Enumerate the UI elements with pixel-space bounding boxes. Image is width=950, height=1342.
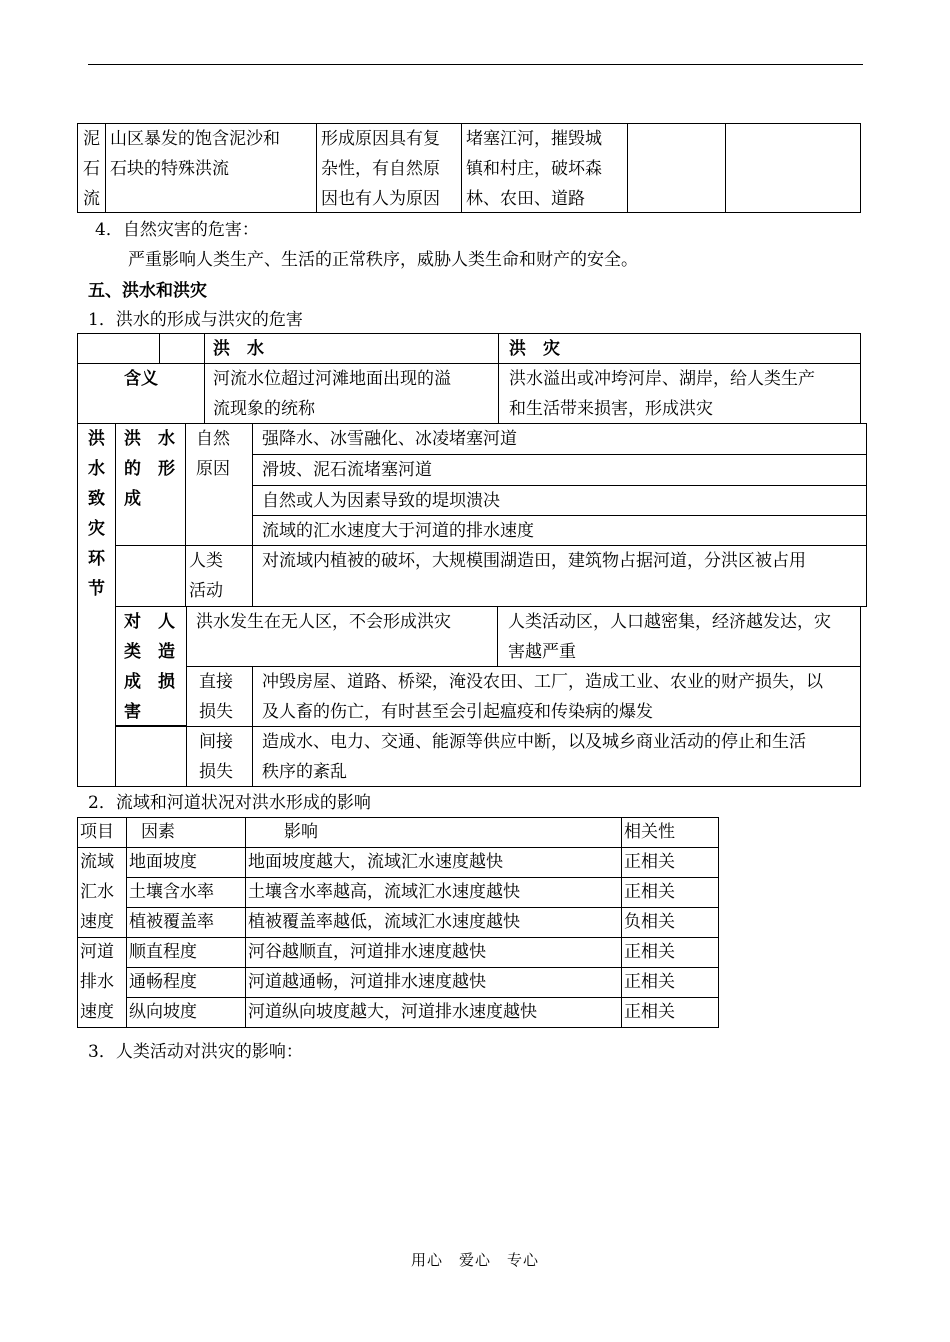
formation-label-line: 成 bbox=[124, 489, 141, 509]
human-cause-cell: 对流域内植被的破坏，大规模围湖造田，建筑物占据河道，分洪区被占用 bbox=[252, 545, 867, 607]
group-label: 排水 bbox=[78, 968, 127, 998]
mudflow-harm-line: 林、农田、道路 bbox=[466, 189, 585, 209]
natural-cause-row: 流域的汇水速度大于河道的排水速度 bbox=[252, 515, 867, 546]
human-label-cell bbox=[185, 545, 253, 607]
corr-cell: 正相关 bbox=[622, 878, 719, 908]
corr-cell: 正相关 bbox=[622, 938, 719, 968]
mudflow-empty-cell bbox=[725, 123, 861, 213]
effect-cell: 河谷越顺直，河道排水速度越快 bbox=[246, 938, 622, 968]
mudflow-definition-line: 石块的特殊洪流 bbox=[110, 159, 229, 179]
direct-loss-line: 冲毁房屋、道路、桥梁，淹没农田、工厂，造成工业、农业的财产损失，以 bbox=[262, 672, 823, 692]
natural-label-cell bbox=[185, 423, 253, 546]
flood-header-flood: 洪 水 bbox=[204, 333, 499, 364]
group-label: 河道 bbox=[78, 938, 127, 968]
chain-label-char: 灾 bbox=[88, 519, 105, 539]
mudflow-definition-cell bbox=[105, 123, 317, 213]
corr-cell: 负相关 bbox=[622, 908, 719, 938]
mudflow-harm-line: 镇和村庄，破坏森 bbox=[466, 159, 602, 179]
chain-label-char: 环 bbox=[88, 549, 105, 569]
section4-heading: 4．自然灾害的危害： bbox=[95, 220, 259, 240]
mudflow-cause-line: 因也有人为原因 bbox=[321, 189, 440, 209]
meaning-flood-line: 河流水位超过河滩地面出现的溢 bbox=[213, 369, 451, 389]
flood-header-disaster: 洪 灾 bbox=[498, 333, 861, 364]
group-label: 流域 bbox=[78, 848, 127, 878]
mudflow-empty-cell bbox=[627, 123, 726, 213]
table-row bbox=[78, 938, 719, 968]
meaning-disaster-line: 洪水溢出或冲垮河岸、湖岸，给人类生产 bbox=[509, 369, 815, 389]
meaning-flood-cell bbox=[204, 363, 499, 424]
damage-label-line: 害 bbox=[124, 702, 141, 722]
corr-cell: 正相关 bbox=[622, 968, 719, 998]
flood-header-empty bbox=[159, 333, 205, 364]
mudflow-definition-line: 山区暴发的饱含泥沙和 bbox=[110, 129, 280, 149]
factor-cell: 顺直程度 bbox=[127, 938, 246, 968]
header-cell: 影响 bbox=[246, 818, 622, 848]
natural-cause-row: 滑坡、泥石流堵塞河道 bbox=[252, 454, 867, 486]
meaning-flood-line: 流现象的统称 bbox=[213, 399, 315, 419]
mudflow-name-char: 流 bbox=[83, 189, 100, 209]
direct-loss-cell bbox=[252, 666, 861, 727]
natural-cause-row: 强降水、冰雪融化、冰凌堵塞河道 bbox=[252, 423, 867, 455]
damage-label-cell bbox=[115, 606, 187, 726]
section5-sub3: 3．人类活动对洪灾的影响： bbox=[88, 1042, 303, 1062]
table-row bbox=[78, 878, 719, 908]
mudflow-harm-line: 堵塞江河，摧毁城 bbox=[466, 129, 602, 149]
factor-table-header bbox=[78, 818, 719, 848]
indirect-loss-cell bbox=[252, 726, 861, 787]
corr-cell: 正相关 bbox=[622, 848, 719, 878]
damage-label-line: 成 损 bbox=[124, 672, 175, 692]
effect-cell: 植被覆盖率越低，流域汇水速度越快 bbox=[246, 908, 622, 938]
mudflow-name-char: 石 bbox=[83, 159, 100, 179]
header-cell: 项目 bbox=[78, 818, 127, 848]
group-label: 汇水 bbox=[78, 878, 127, 908]
formation-label-line: 洪 水 bbox=[124, 429, 175, 449]
people-line: 人类活动区，人口越密集，经济越发达，灾 bbox=[508, 612, 831, 632]
section4-body: 严重影响人类生产、生活的正常秩序，威胁人类生命和财产的安全。 bbox=[128, 250, 638, 270]
indirect-loss-line: 造成水、电力、交通、能源等供应中断，以及城乡商业活动的停止和生活 bbox=[262, 732, 806, 752]
factor-cell: 地面坡度 bbox=[127, 848, 246, 878]
effect-cell: 土壤含水率越高，流域汇水速度越快 bbox=[246, 878, 622, 908]
mudflow-harm-cell bbox=[461, 123, 628, 213]
human-label-line: 人类 bbox=[189, 551, 223, 571]
direct-label-line: 直接 bbox=[199, 672, 233, 692]
indirect-empty-cell bbox=[115, 726, 187, 787]
human-empty-cell bbox=[115, 545, 186, 607]
effect-cell: 河道纵向坡度越大，河道排水速度越快 bbox=[246, 998, 622, 1028]
corr-cell: 正相关 bbox=[622, 998, 719, 1028]
header-rule bbox=[88, 64, 863, 65]
effect-cell: 地面坡度越大，流域汇水速度越快 bbox=[246, 848, 622, 878]
factor-cell: 土壤含水率 bbox=[127, 878, 246, 908]
factor-cell: 植被覆盖率 bbox=[127, 908, 246, 938]
section5-heading: 五、洪水和洪灾 bbox=[88, 281, 207, 301]
table-row bbox=[78, 998, 719, 1028]
header-cell: 相关性 bbox=[622, 818, 719, 848]
table-row bbox=[78, 908, 719, 938]
chain-label-char: 节 bbox=[88, 579, 105, 599]
chain-label-cell bbox=[77, 423, 116, 787]
flood-header-empty bbox=[77, 333, 160, 364]
mudflow-name-cell bbox=[77, 123, 106, 213]
damage-label-line: 对 人 bbox=[124, 612, 175, 632]
no-people-cell: 洪水发生在无人区，不会形成洪灾 bbox=[186, 606, 498, 667]
factor-table bbox=[77, 817, 719, 1028]
indirect-label-line: 损失 bbox=[199, 762, 233, 782]
table-row bbox=[78, 848, 719, 878]
indirect-loss-line: 秩序的紊乱 bbox=[262, 762, 347, 782]
indirect-label-line: 间接 bbox=[199, 732, 233, 752]
formation-label-cell bbox=[115, 423, 186, 546]
header-cell: 因素 bbox=[127, 818, 246, 848]
chain-label-char: 洪 bbox=[88, 429, 105, 449]
section5-sub1: 1．洪水的形成与洪灾的危害 bbox=[88, 310, 303, 330]
effect-cell: 河道越通畅，河道排水速度越快 bbox=[246, 968, 622, 998]
table-row bbox=[78, 968, 719, 998]
formation-label-line: 的 形 bbox=[124, 459, 175, 479]
natural-label-line: 原因 bbox=[196, 459, 230, 479]
mudflow-cause-line: 形成原因具有复 bbox=[321, 129, 440, 149]
damage-label-line: 类 造 bbox=[124, 642, 175, 662]
page-footer: 用心 爱心 专心 bbox=[410, 1251, 539, 1269]
natural-cause-row: 自然或人为因素导致的堤坝溃决 bbox=[252, 485, 867, 516]
mudflow-cause-cell bbox=[316, 123, 462, 213]
group-label: 速度 bbox=[78, 998, 127, 1028]
direct-label-cell bbox=[186, 666, 253, 727]
factor-cell: 通畅程度 bbox=[127, 968, 246, 998]
meaning-disaster-cell bbox=[498, 363, 861, 424]
meaning-label: 含义 bbox=[77, 363, 205, 424]
human-label-line: 活动 bbox=[189, 581, 223, 601]
factor-cell: 纵向坡度 bbox=[127, 998, 246, 1028]
section5-sub2: 2．流域和河道状况对洪水形成的影响 bbox=[88, 793, 371, 813]
group-label: 速度 bbox=[78, 908, 127, 938]
chain-label-char: 致 bbox=[88, 489, 105, 509]
people-cell bbox=[497, 606, 861, 667]
chain-label-char: 水 bbox=[88, 459, 105, 479]
meaning-disaster-line: 和生活带来损害，形成洪灾 bbox=[509, 399, 713, 419]
indirect-label-cell bbox=[186, 726, 253, 787]
natural-label-line: 自然 bbox=[196, 429, 230, 449]
direct-label-line: 损失 bbox=[199, 702, 233, 722]
mudflow-name-char: 泥 bbox=[83, 129, 100, 149]
direct-loss-line: 及人畜的伤亡，有时甚至会引起瘟疫和传染病的爆发 bbox=[262, 702, 653, 722]
mudflow-cause-line: 杂性，有自然原 bbox=[321, 159, 440, 179]
people-line: 害越严重 bbox=[508, 642, 576, 662]
